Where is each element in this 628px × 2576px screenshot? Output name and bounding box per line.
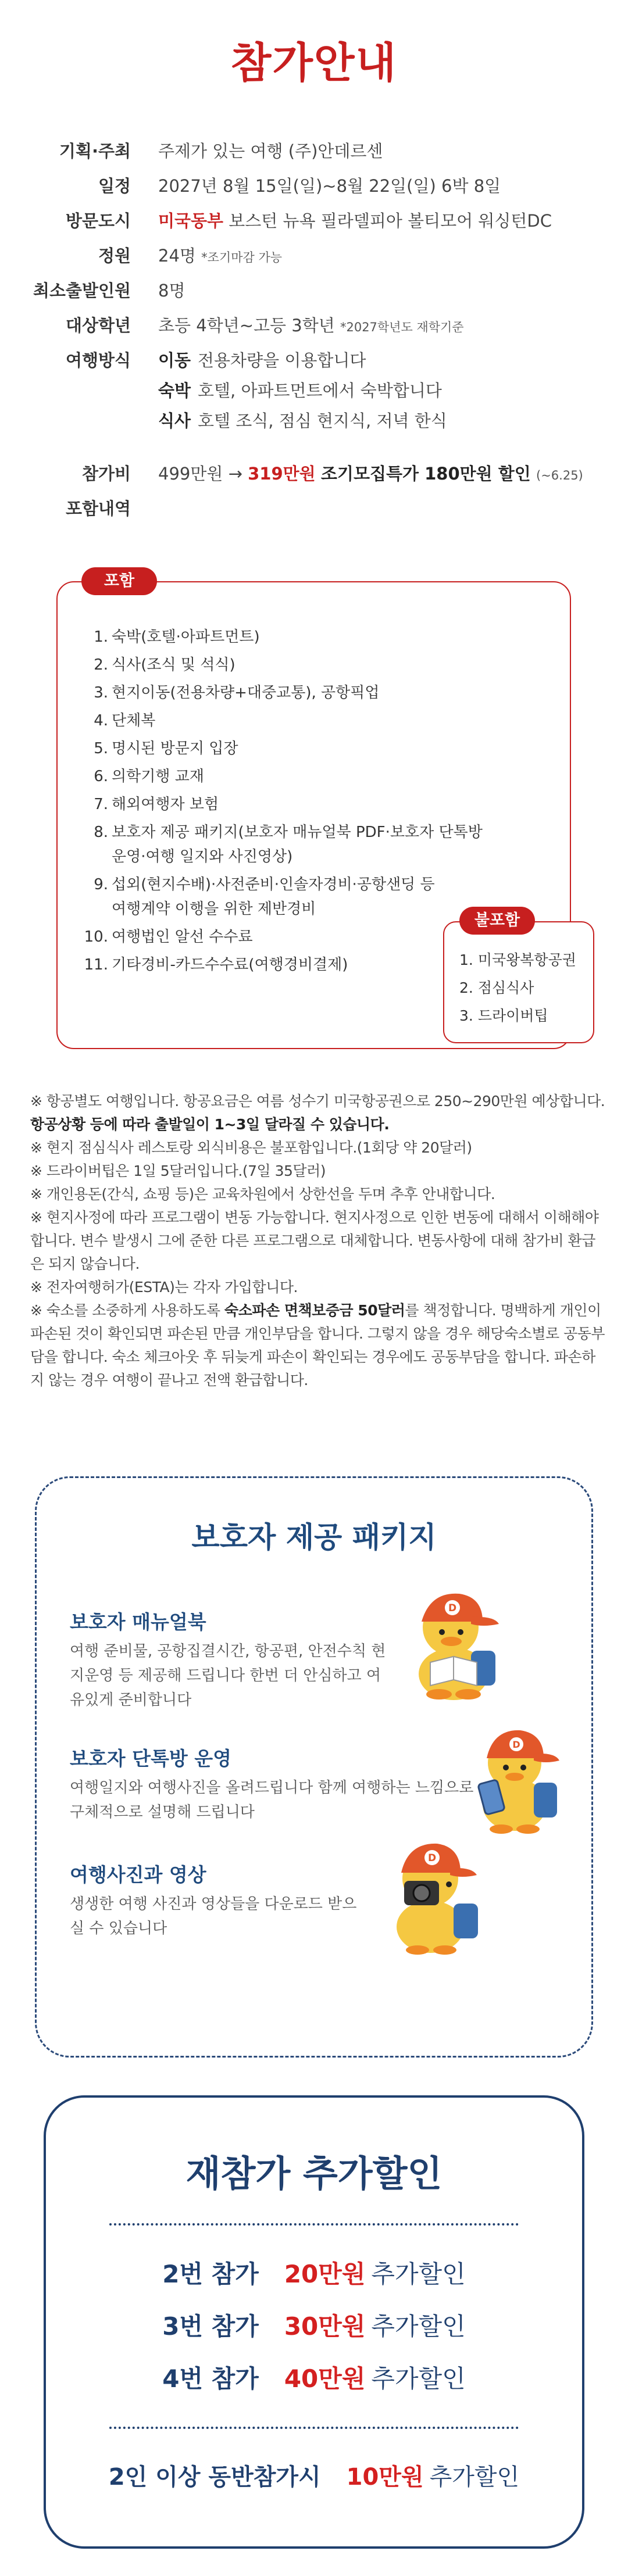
svg-text:D: D [448,1602,457,1614]
item-text: 보호자 제공 패키지(보호자 매뉴얼북 PDF·보호자 단톡방 운영·여행 일지와 사진영상) [112,824,483,865]
excluded-list [459,946,576,1030]
organizer-value: 주제가 있는 여행 (주)안데르센 [158,141,383,161]
fee-label: 참가비 [81,464,131,484]
list-item [81,953,488,977]
duck-camera-icon [372,1831,488,1956]
cities-label: 방문도시 [65,211,131,231]
discount-label: 2번 참가 [162,2260,259,2288]
list-item [81,681,488,705]
grade-label: 대상학년 [65,316,131,335]
list-item [81,709,488,733]
companion-discount-row [44,2459,584,2492]
fee-deadline: (~6.25) [536,468,583,482]
discount-row [44,2255,584,2290]
item-number: 9. [94,876,108,893]
capacity-number: 24명 [158,246,196,266]
rejoin-discount-title: 재참가 추가할인 [185,2152,443,2195]
method-line-meal [158,408,447,438]
discount-amount: 10만원 [346,2464,424,2491]
discount-tail: 추가할인 [371,2260,466,2288]
item-text: 점심식사 [477,979,534,996]
item-number: 2. [94,656,108,674]
method-text: 호텔, 아파트먼트에서 숙박합니다 [198,381,442,400]
notes [30,1090,606,1392]
item-text: 해외여행자 보험 [112,796,219,813]
package-item-desc: 여행일지와 여행사진을 올려드립니다 함께 여행하는 느낌으로 구체적으로 설명해 드립니다 [70,1779,474,1821]
item-number: 8. [94,824,108,841]
minimum-value: 8명 [158,281,185,300]
grade-range: 초등 4학년~고등 3학년 [158,316,335,335]
included-pill: 포함 [81,567,157,595]
schedule-value: 2027년 8월 15일(일)~8월 22일(일) 6박 8일 [158,176,501,196]
item-number: 5. [94,740,108,757]
item-text: 의학기행 교재 [112,768,204,785]
list-item: 1. 미국왕복항공권 [459,951,576,968]
item-number: 11. [84,956,108,974]
dotted-divider [109,2223,519,2226]
list-item [81,820,488,869]
method-text: 전용차량을 이용합니다 [198,350,366,370]
method-text: 호텔 조식, 점심 현지식, 저녁 한식 [198,411,447,431]
duck-phone-icon [459,1718,570,1834]
item-number: 10. [84,928,108,946]
item-number: 7. [94,796,108,813]
note-driver-tip: ※ 드라이버팁은 1일 5달러입니다.(7일 35달러) [30,1162,326,1179]
item-text: 현지이동(전용차량+대중교통), 공항픽업 [112,684,380,702]
svg-text:D: D [427,1852,437,1864]
list-item: 3. 드라이버팁 [459,1007,548,1024]
method-value [158,348,447,438]
list-item [81,792,488,817]
discount-label: 3번 참가 [162,2312,259,2341]
note-strong: 항공상황 등에 따라 출발일이 1~3일 달라질 수 있습니다. [30,1116,390,1133]
minimum-label: 최소출발인원 [33,281,131,300]
item-text: 단체복 [112,712,156,729]
item-text: 드라이버팁 [477,1007,548,1024]
method-key: 식사 [158,411,191,431]
package-item-desc: 여행 준비물, 공항집결시간, 항공편, 안전수칙 현지운영 등 제공해 드립니다 한번 더 안심하고 여유있게 준비합니다 [70,1643,386,1709]
item-text: 명시된 방문지 입장 [112,740,238,757]
svg-text:D: D [512,1739,520,1750]
fee-original: 499만원 → [158,464,242,484]
cities-list: 보스턴 뉴욕 필라델피아 볼티모어 워싱턴DC [229,211,552,231]
discount-tail: 추가할인 [371,2312,466,2341]
package-item-title: 보호자 단톡방 운영 [70,1747,232,1770]
duck-reading-book-icon [395,1581,512,1703]
note-program-change: ※ 현지사정에 따라 프로그램이 변동 가능합니다. 현지사정으로 인한 변동에 대해서 이해해야 합니다. 변수 발생시 그에 준한 다른 프로그램으로 대체합니다. 변동사항에 대해 참가비 환급은 되지 않습니다. [30,1209,599,1272]
item-number: 3. [94,684,108,702]
page-title: 참가안내 [230,38,398,87]
item-text: 섭외(현지수배)·사전준비·인솔자경비·공항샌딩 등 여행계약 이행을 위한 제반경비 [112,876,435,918]
list-item [81,925,488,949]
discount-amount: 30만원 [284,2312,366,2341]
grade-note: *2027학년도 재학기준 [340,320,464,334]
method-label: 여행방식 [65,350,131,370]
included-list [81,625,488,981]
note-text: 를 책정합니다. 명백하게 개인이 파손된 것이 확인되면 파손된 만큼 개인부담을 합니다. 그렇지 않을 경우 해당숙소별로 공동부담을 합니다. 숙소 체크아웃 후 뒤늦게 파손이 확인되는 경우에도 공동부담을 합니다. 파손하지 않는 경우 여행이 끝나고 전액 환급합니다. [30,1302,605,1389]
capacity-label: 정원 [98,246,131,266]
item-text: 여행법인 알선 수수료 [112,928,253,946]
discount-row [44,2360,584,2395]
note-pocket-money: ※ 개인용돈(간식, 쇼핑 등)은 교육차원에서 상한선을 두며 추후 안내합니다. [30,1186,495,1203]
organizer-label: 기획·주최 [59,141,131,161]
list-item [81,625,488,649]
capacity-note: *조기마감 가능 [201,251,283,264]
item-text: 식사(조식 및 석식) [112,656,236,674]
grade-value [158,313,464,337]
cities-region: 미국동부 [158,211,224,231]
list-item [81,653,488,677]
parent-package-title: 보호자 제공 패키지 [191,1520,437,1554]
discount-tail: 추가할인 [429,2464,520,2491]
list-item [81,736,488,761]
discount-label: 4번 참가 [162,2364,259,2393]
method-line-lodging [158,378,447,408]
discount-label: 2인 이상 동반참가시 [108,2464,321,2491]
package-item-desc: 생생한 여행 사진과 영상들을 다운로드 받으실 수 있습니다 [70,1895,357,1937]
fee-discount: 조기모집특가 180만원 할인 [320,464,531,484]
includes-label: 포함내역 [65,499,131,518]
package-item-title: 여행사진과 영상 [70,1863,206,1886]
item-text: 기타경비-카드수수료(여행경비결제) [112,956,348,974]
list-item [81,764,488,789]
list-item [81,872,454,921]
note-strong: 숙소파손 면책보증금 50달러 [224,1302,405,1319]
item-number: 4. [94,712,108,729]
discount-tail: 추가할인 [371,2364,466,2393]
capacity-value [158,243,282,267]
fee-price: 319만원 [248,464,316,484]
method-key: 이동 [158,350,191,370]
item-number: 6. [94,768,108,785]
note-airfare [30,1090,606,1136]
discount-row [44,2307,584,2342]
note-text: ※ 항공별도 여행입니다. 항공요금은 여름 성수기 미국항공권으로 250~290만원 예상합니다. [30,1093,605,1110]
note-text: ※ 숙소를 소중하게 사용하도록 [30,1302,225,1319]
method-line-transport [158,348,447,378]
item-text: 숙박(호텔·아파트먼트) [112,628,260,646]
note-deposit [30,1299,606,1392]
cities-value [158,208,552,232]
discount-amount: 20만원 [284,2260,366,2288]
list-item: 2. 점심식사 [459,979,534,996]
discount-amount: 40만원 [284,2364,366,2393]
dotted-divider [109,2427,519,2429]
note-lunch: ※ 현지 점심식사 레스토랑 외식비용은 불포함입니다.(1회당 약 20달러) [30,1139,472,1156]
note-esta: ※ 전자여행허가(ESTA)는 각자 가입합니다. [30,1279,298,1296]
package-item-title: 보호자 매뉴얼북 [70,1611,206,1633]
item-text: 미국왕복항공권 [477,951,576,968]
method-key: 숙박 [158,381,191,400]
fee-value [158,461,583,485]
excluded-pill: 불포함 [459,907,535,935]
schedule-label: 일정 [98,176,131,196]
item-number: 1. [94,628,108,646]
